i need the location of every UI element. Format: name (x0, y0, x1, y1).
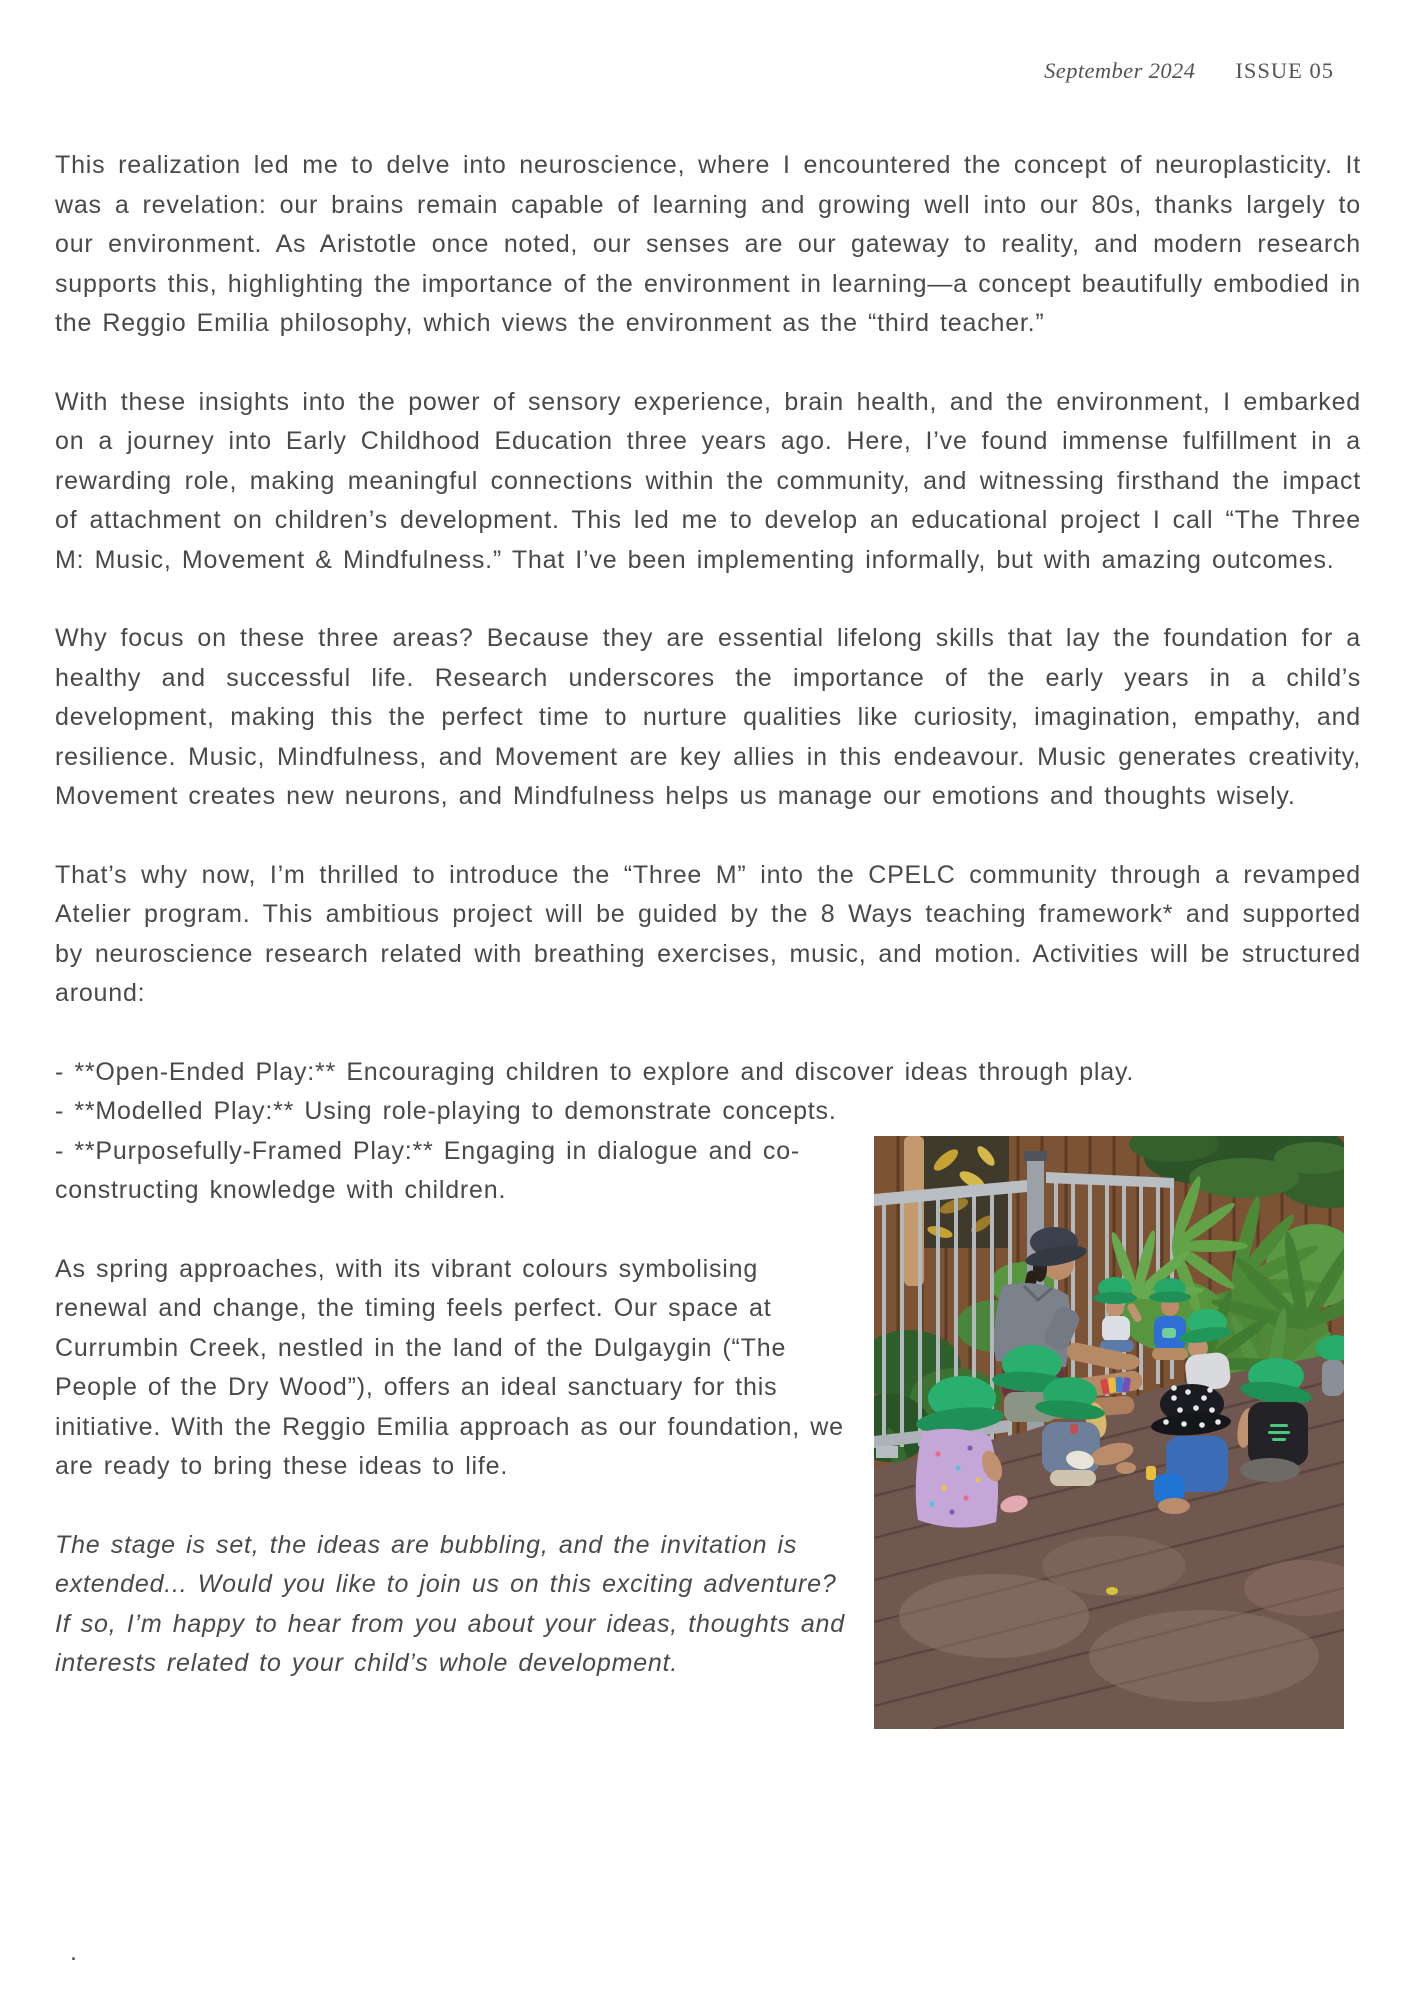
article-body (55, 146, 1361, 1753)
paragraph-why-focus: Why focus on these three areas? Because they are essential lifelong skills that lay the foundation for a healthy and successful life. Research underscores the importance of the early years in a child’s development, making this the perfect time to nurture qualities like curiosity, imagination, empathy, and resilience. Music, Mindfulness, and Movement are key allies in this endeavour. Music generates creativity, Movement creates new neurons, and Mindfulness helps us manage our emotions and thoughts wisely. (55, 624, 1361, 810)
list-item-modelled-play: - **Modelled Play:** Using role-playing to demonstrate concepts. (55, 1097, 837, 1125)
list-item-purposefully-framed-play: - **Purposefully-Framed Play:** Engaging in dialogue and co-constructing knowledge with children. (55, 1136, 801, 1204)
issue-number: ISSUE 05 (1235, 58, 1334, 83)
classroom-photo (874, 1136, 1344, 1729)
paragraph-three-m-intro: That’s why now, I’m thrilled to introduce the “Three M” into the CPELC community through a revamped Atelier program. This ambitious project will be guided by the 8 Ways teaching framework* and supported by neuroscience research related with breathing exercises, music, and motion. Activities will be structured around: (55, 860, 1361, 1007)
page-header (1044, 58, 1334, 84)
issue-date: September 2024 (1044, 58, 1196, 83)
classroom-photo-illustration (874, 1136, 1344, 1729)
page-end-mark: . (70, 1938, 77, 1966)
paragraph-journey: With these insights into the power of sensory experience, brain health, and the environment, I embarked on a journey into Early Childhood Education three years ago. Here, I’ve found immense fulfillment in a rewarding role, making meaningful connections within the community, and witnessing firsthand the impact of attachment on children’s development. This led me to develop an educational project I call “The Three M: Music, Movement & Mindfulness.” That I’ve been implementing informally, but with amazing outcomes. (55, 387, 1361, 574)
paragraph-neuroplasticity: This realization led me to delve into neuroscience, where I encountered the concept of neuroplasticity. It was a revelation: our brains remain capable of learning and growing well into our 80s, thanks largely to our environment. As Aristotle once noted, our senses are our gateway to reality, and modern research supports this, highlighting the importance of the environment in learning—a concept beautifully embodied in the Reggio Emilia philosophy, which views the environment as the “third teacher.” (55, 151, 1361, 337)
paragraph-spring: As spring approaches, with its vibrant colours symbolising renewal and change, the timing feels perfect. Our space at Currumbin Creek, nestled in the land of the Dulgaygin (“The People of the Dry Wood”), offers an ideal sanctuary for this initiative. With the Reggio Emilia approach as our foundation, we are ready to bring these ideas to life. (55, 1254, 844, 1480)
list-item-open-ended-play: - **Open-Ended Play:** Encouraging children to explore and discover ideas through play. (55, 1057, 1135, 1086)
closing-invitation-paragraph: The stage is set, the ideas are bubbling, and the invitation is extended... Would you like to join us on this exciting adventure? If so, I’m happy to hear from you about your ideas, thoughts and interests related to your child’s whole development. (55, 1530, 845, 1677)
